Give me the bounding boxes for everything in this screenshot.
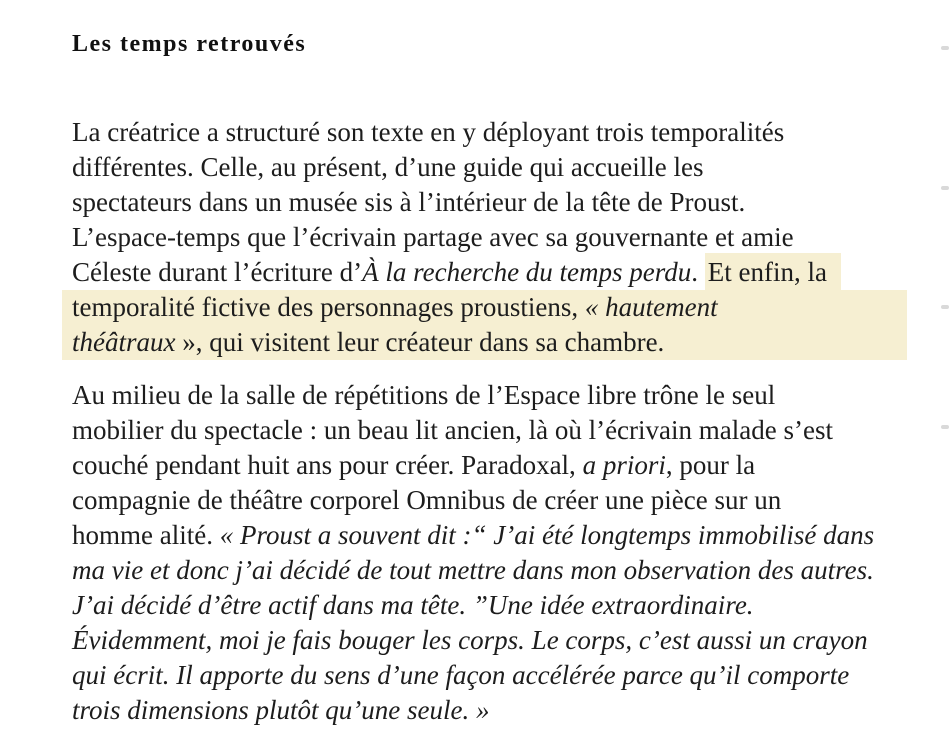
- text-line: [72, 693, 874, 728]
- paragraph-1: [72, 115, 907, 360]
- edge-marker: [941, 186, 949, 190]
- text-line: [72, 658, 874, 693]
- italic-quote-segment: « hautement: [584, 292, 718, 322]
- paragraph-2: [72, 378, 874, 728]
- text-line: [72, 150, 907, 185]
- italic-quote-segment: qui écrit. Il apporte du sens d’une façon accélérée parce qu’il comporte: [72, 660, 850, 690]
- text-segment: homme alité.: [72, 520, 220, 550]
- text-line: [72, 448, 874, 483]
- italic-quote-segment: théâtraux: [72, 327, 176, 357]
- text-segment: L’espace-temps que l’écrivain partage avec sa gouvernante et amie: [72, 222, 794, 252]
- text-line: [72, 185, 907, 220]
- text-line: [72, 588, 874, 623]
- text-segment: mobilier du spectacle : un beau lit ancien, là où l’écrivain malade s’est: [72, 415, 833, 445]
- italic-quote-segment: Évidemment, moi je fais bouger les corps. Le corps, c’est aussi un crayon: [72, 625, 868, 655]
- text-line: [72, 553, 874, 588]
- edge-marker: [941, 305, 949, 309]
- edge-marker: [941, 46, 949, 50]
- text-segment: différentes. Celle, au présent, d’une guide qui accueille les: [72, 152, 704, 182]
- text-line: [72, 378, 874, 413]
- text-segment: .: [691, 257, 705, 287]
- italic-quote-segment: ma vie et donc j’ai décidé de tout mettre dans mon observation des autres.: [72, 555, 874, 585]
- italic-quote-segment: « Proust a souvent dit :“ J’ai été longtemps immobilisé dans: [219, 520, 875, 550]
- italic-quote-segment: J’ai décidé d’être actif dans ma tête. ”Une idée extraordinaire.: [72, 590, 754, 620]
- text-line: [72, 255, 907, 290]
- text-segment: , pour la: [665, 450, 756, 480]
- text-line: [72, 220, 907, 255]
- text-line: [72, 518, 874, 553]
- text-line: [72, 623, 874, 658]
- highlighted-text[interactable]: Et enfin, la: [705, 253, 841, 291]
- italic-latin-phrase: a priori: [582, 450, 666, 480]
- text-segment: Au milieu de la salle de répétitions de l’Espace libre trône le seul: [72, 380, 776, 410]
- text-segment: Céleste durant l’écriture d’: [72, 257, 363, 287]
- highlighted-line[interactable]: [62, 290, 907, 325]
- text-segment: temporalité fictive des personnages proustiens,: [72, 292, 585, 322]
- text-segment: spectateurs dans un musée sis à l’intérieur de la tête de Proust.: [72, 187, 746, 217]
- italic-book-title: À la recherche du temps perdu: [362, 257, 692, 287]
- text-segment: compagnie de théâtre corporel Omnibus de créer une pièce sur un: [72, 485, 782, 515]
- text-segment: La créatrice a structuré son texte en y déployant trois temporalités: [72, 117, 785, 147]
- text-line: [72, 483, 874, 518]
- article-heading: Les temps retrouvés: [72, 31, 307, 57]
- italic-quote-segment: trois dimensions plutôt qu’une seule. »: [72, 695, 490, 725]
- edge-marker: [941, 425, 949, 429]
- text-line: [72, 413, 874, 448]
- highlighted-line[interactable]: [62, 325, 907, 360]
- text-segment: », qui visitent leur créateur dans sa chambre.: [175, 327, 665, 357]
- text-segment: couché pendant huit ans pour créer. Paradoxal,: [72, 450, 583, 480]
- text-line: [72, 115, 907, 150]
